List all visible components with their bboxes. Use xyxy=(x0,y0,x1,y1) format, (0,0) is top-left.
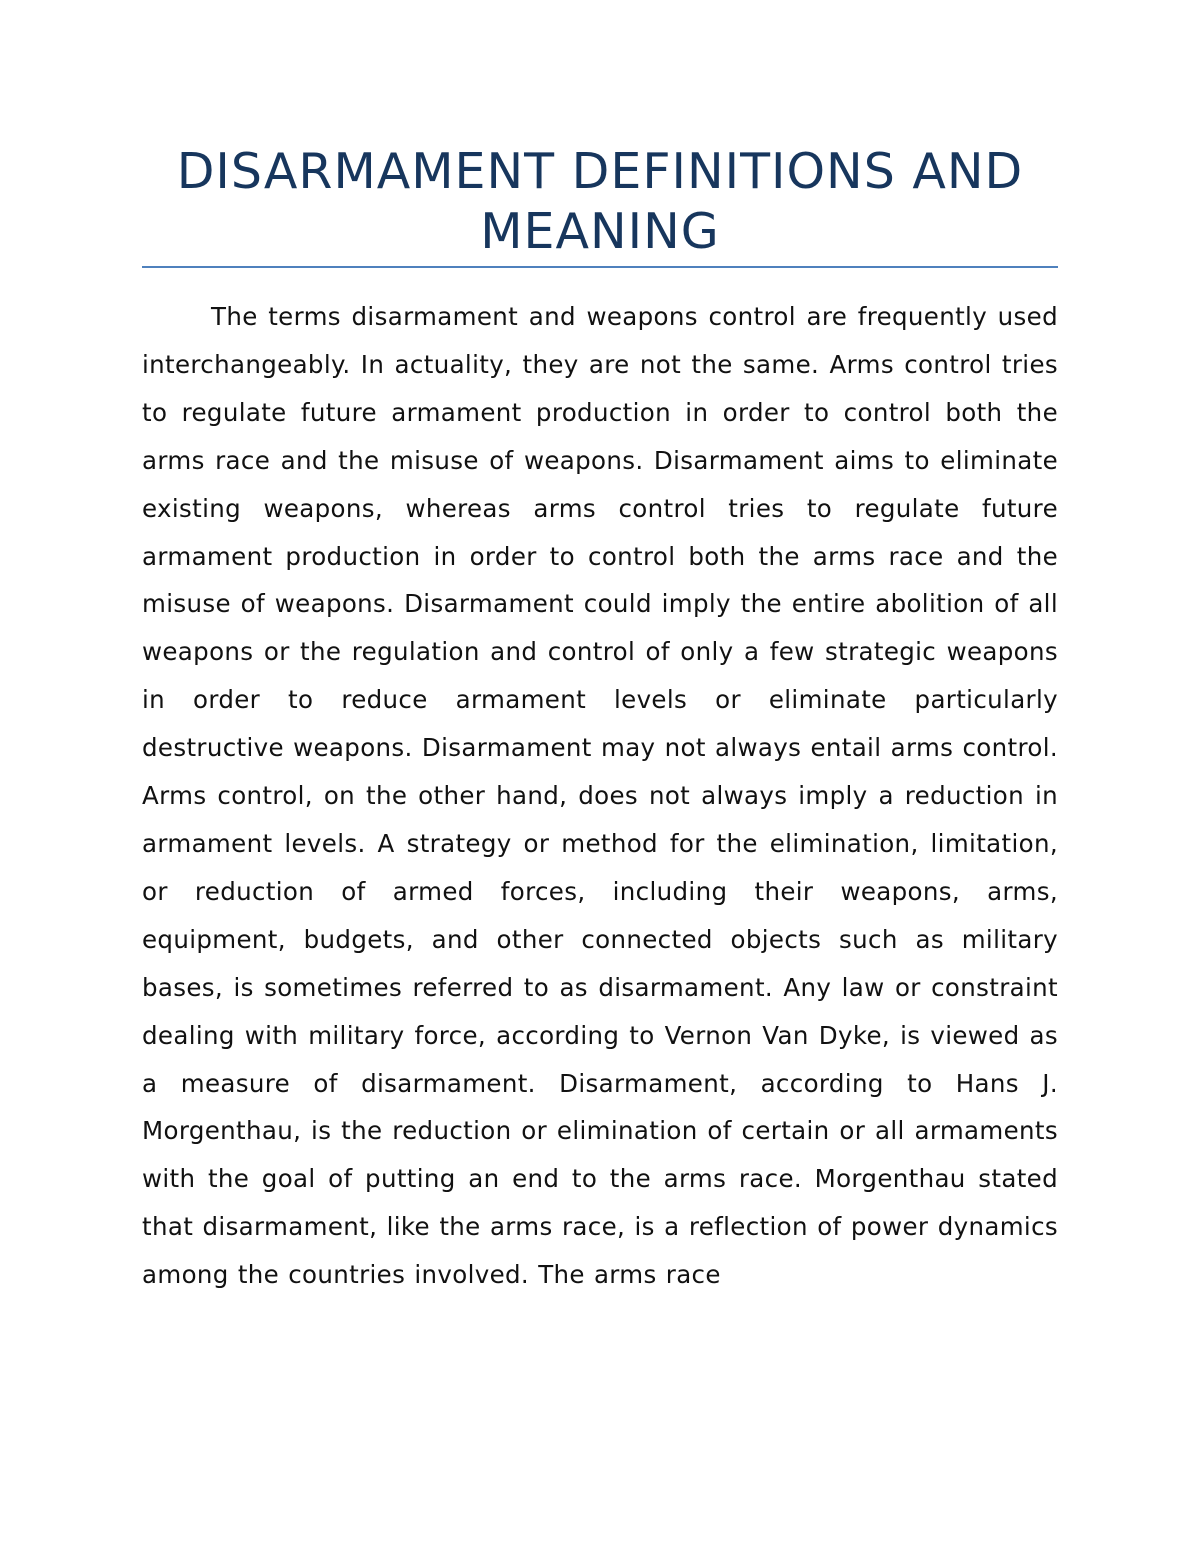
body-paragraph: The terms disarmament and weapons control are frequently used interchangeably. In actuality, they are not the same. Arms control tries to regulate future armament production in order to control both the arms race and the misuse of weapons. Disarmament aims to eliminate existing weapons, whereas arms control tries to regulate future armament production in order to control both the arms race and the misuse of weapons. Disarmament could imply the entire abolition of all weapons or the regulation and control of only a few strategic weapons in order to reduce armament levels or eliminate particularly destructive weapons. Disarmament may not always entail arms control. Arms control, on the other hand, does not always imply a reduction in armament levels. A strategy or method for the elimination, limitation, or reduction of armed forces, including their weapons, arms, equipment, budgets, and other connected objects such as military bases, is sometimes referred to as disarmament. Any law or constraint dealing with military force, according to Vernon Van Dyke, is viewed as a measure of disarmament. Disarmament, according to Hans J. Morgenthau, is the reduction or elimination of certain or all armaments with the goal of putting an end to the arms race. Morgenthau stated that disarmament, like the arms race, is a reflection of power dynamics among the countries involved. The arms race xyxy=(142,302,1058,1290)
document-title: DISARMAMENT DEFINITIONS AND MEANING xyxy=(176,143,1024,260)
title-underline xyxy=(142,266,1058,268)
